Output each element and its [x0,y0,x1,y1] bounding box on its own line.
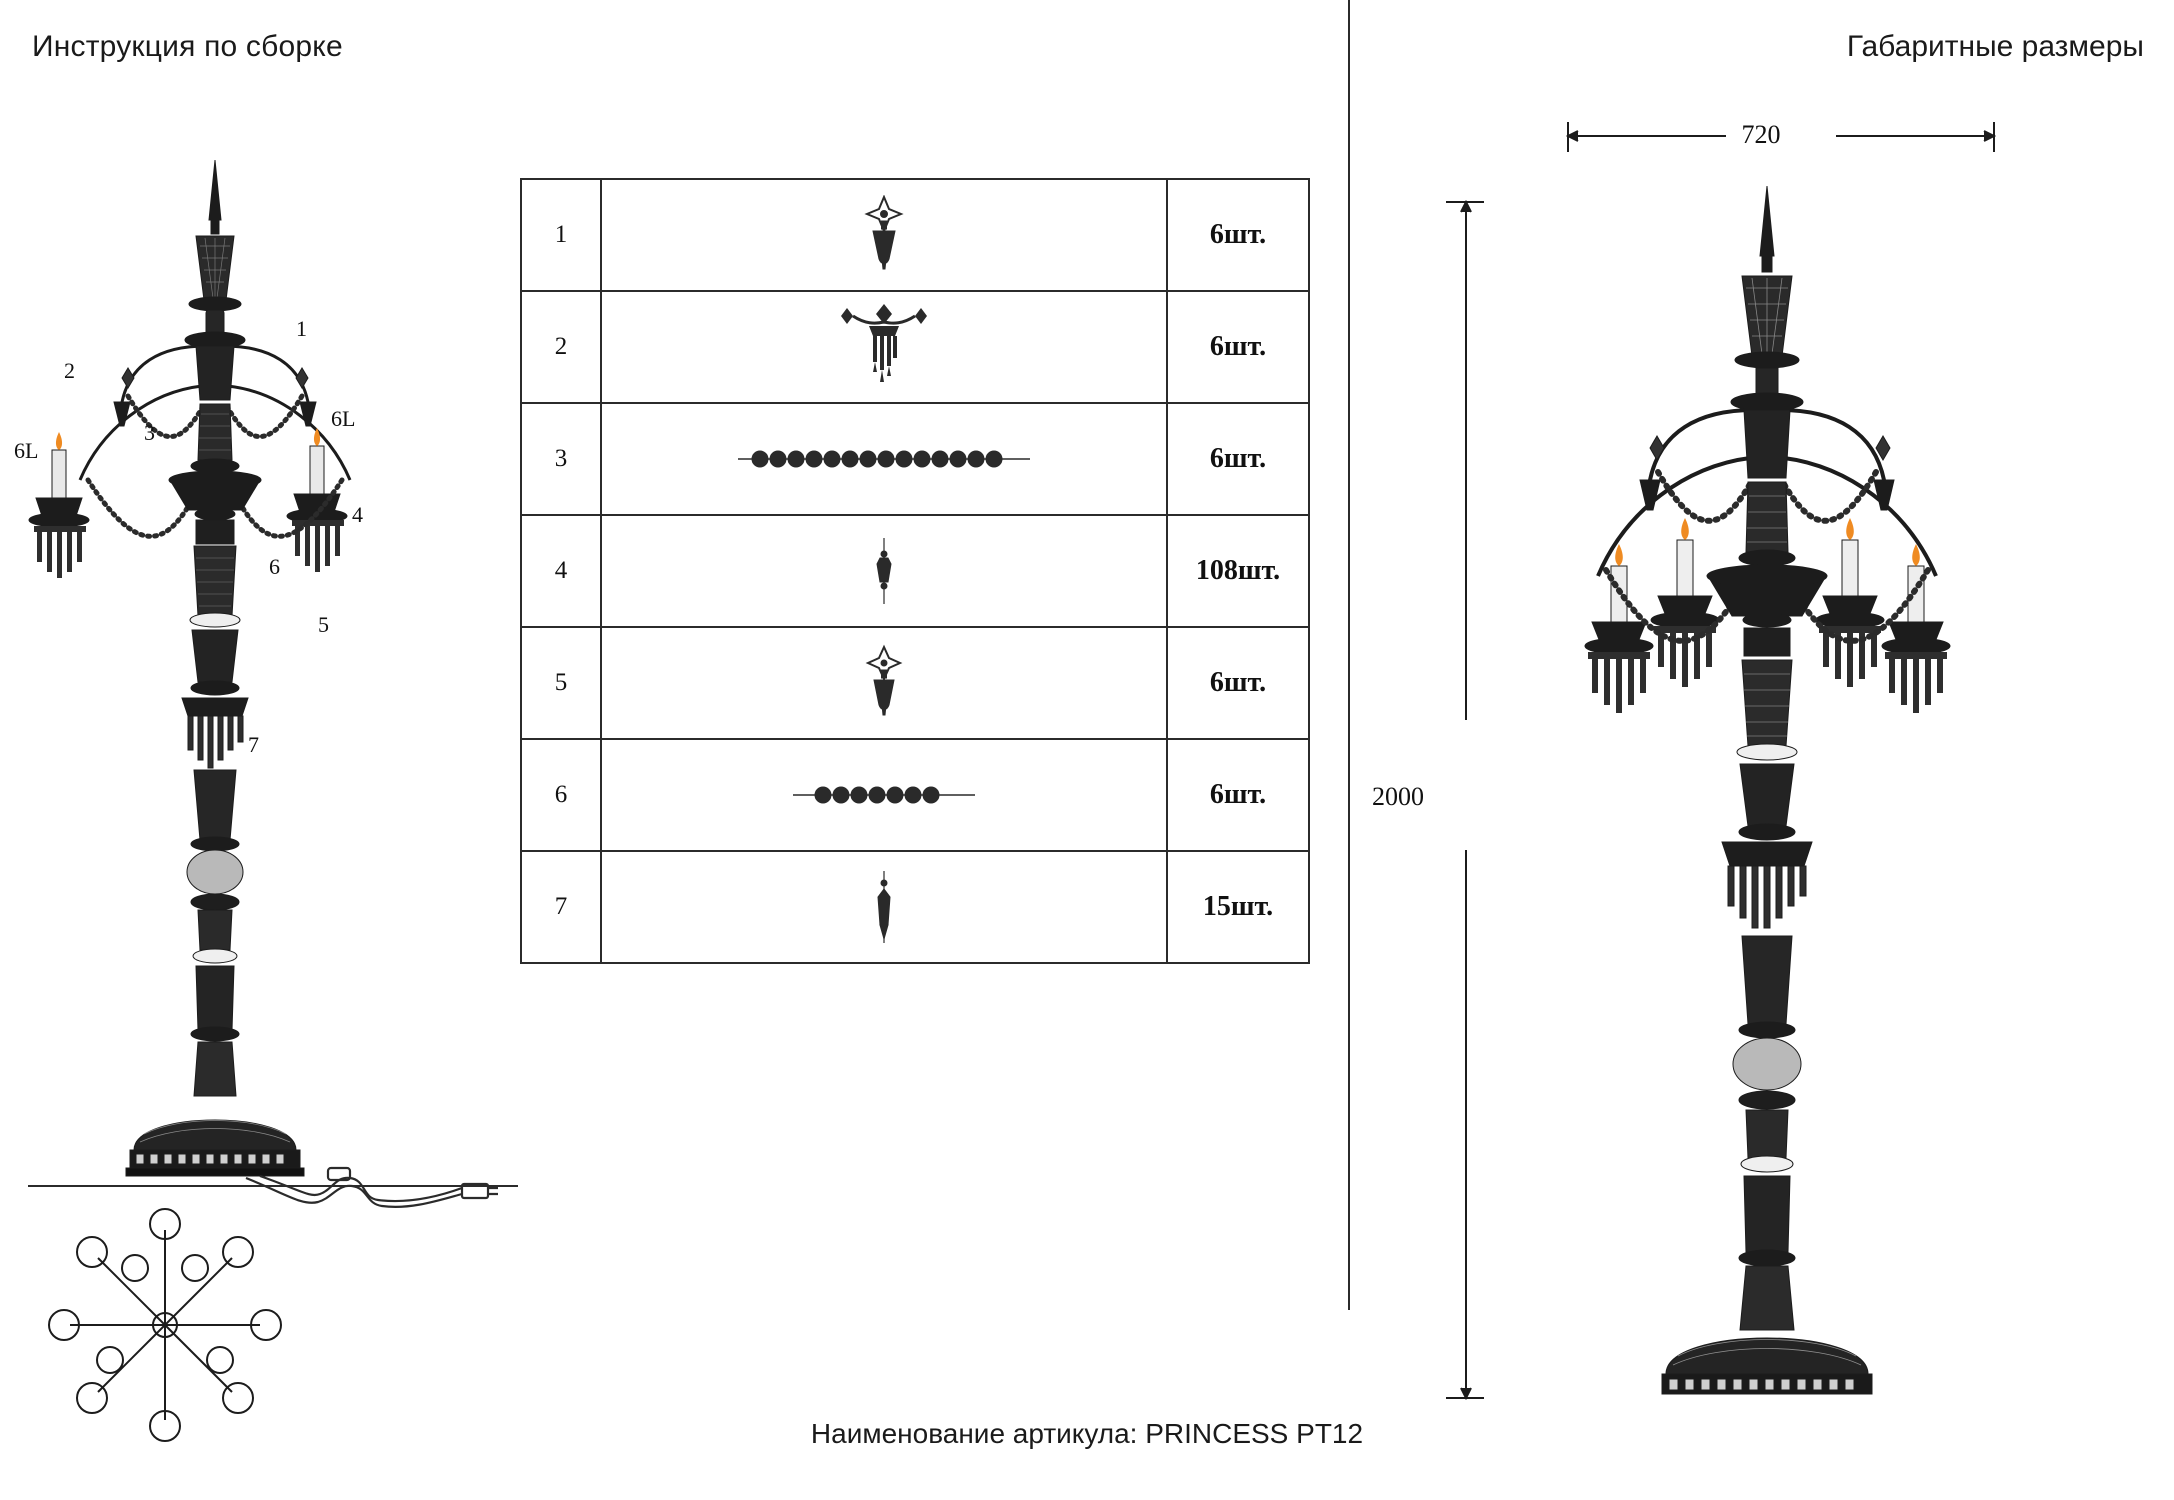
long-bead-chain-icon [734,444,1034,474]
top-view-rosette [40,1200,290,1450]
table-row [522,628,1308,740]
spear-pendant-icon [864,867,904,947]
part-image-cell [602,404,1166,514]
part-number: 4 [522,516,602,626]
callout-6l-right: 6L [331,406,356,431]
table-row [522,852,1308,962]
part-image-cell [602,852,1166,962]
rosette-top-view-icon [40,1200,290,1450]
part-number: 6 [522,740,602,850]
part-image-cell [602,516,1166,626]
part-image-cell [602,292,1166,402]
part-quantity: 6шт. [1166,404,1308,514]
page-title-right: Габаритные размеры [1846,30,2144,63]
pendant-drop-crystal-icon [849,195,919,275]
callout-2: 2 [64,358,75,383]
panel-divider [1348,0,1350,1310]
part-number: 1 [522,180,602,290]
callout-6: 6 [269,554,280,579]
part-number: 3 [522,404,602,514]
callout-1: 1 [296,316,307,341]
table-row [522,292,1308,404]
candelabra-dimension-illustration [1470,180,2070,1400]
part-quantity: 6шт. [1166,740,1308,850]
part-number: 5 [522,628,602,738]
part-image-cell [602,740,1166,850]
table-row [522,740,1308,852]
overall-dimensions-drawing [1470,180,2070,1400]
assembly-drawing [10,150,510,1230]
pendant-drop-crystal-small-icon [849,643,919,723]
part-quantity: 15шт. [1166,852,1308,962]
table-row [522,516,1308,628]
short-bead-chain-icon [789,781,979,809]
parts-table [520,178,1310,964]
part-number: 2 [522,292,602,402]
width-dimension [1566,118,1996,158]
part-quantity: 6шт. [1166,292,1308,402]
part-number: 7 [522,852,602,962]
crystal-garland-cluster-icon [829,302,939,392]
part-quantity: 6шт. [1166,628,1308,738]
height-dimension-label: 2000 [1372,780,1424,814]
callout-7: 7 [248,732,259,757]
part-quantity: 6шт. [1166,180,1308,290]
floor-reference-line [28,1185,518,1187]
candelabra-assembly-illustration [10,150,510,1230]
callout-3: 3 [144,420,155,445]
callout-4: 4 [352,502,363,527]
page-title-left: Инструкция по сборке [32,30,343,63]
article-caption: Наименование артикула: PRINCESS PT12 [810,1418,1364,1449]
table-row [522,404,1308,516]
part-quantity: 108шт. [1166,516,1308,626]
part-image-cell [602,628,1166,738]
part-image-cell [602,180,1166,290]
width-dimension-label: 720 [1726,120,1796,150]
callout-5: 5 [318,612,329,637]
callout-6l-left: 6L [14,438,39,463]
small-octagon-pendant-icon [864,536,904,606]
table-row [522,180,1308,292]
